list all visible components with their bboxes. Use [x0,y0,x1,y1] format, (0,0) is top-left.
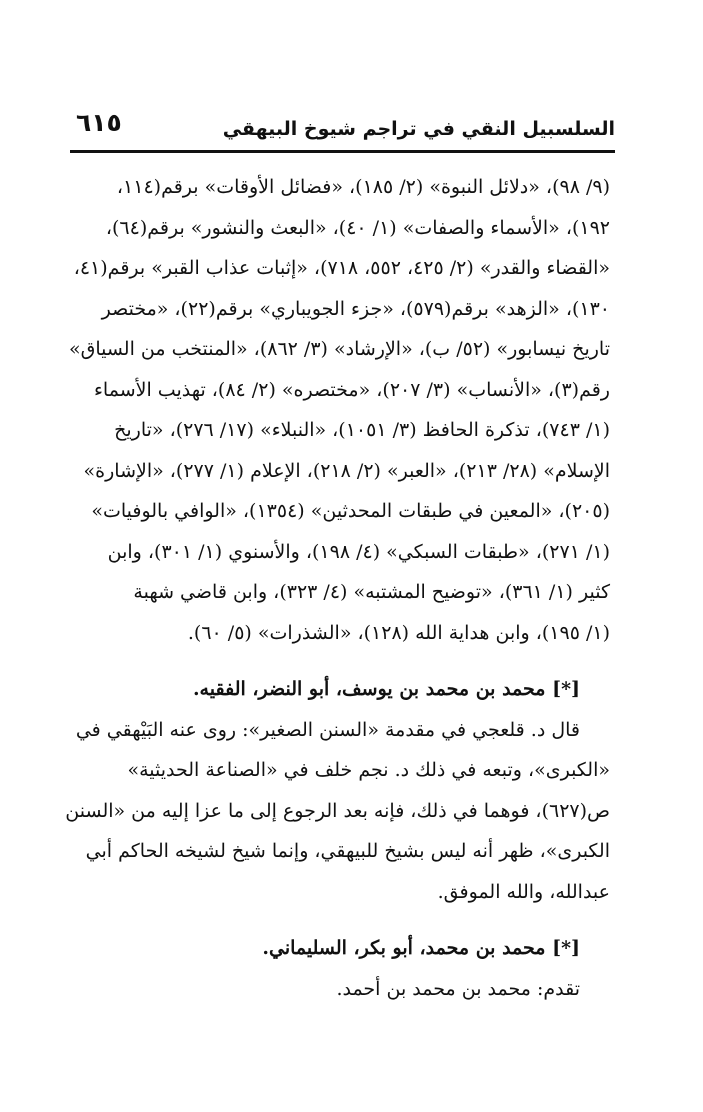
text-line: رقم(٣)، «الأنساب» (٣/ ٢٠٧)، «مختصره» (٢/ ٨٤)، تهذيب الأسماء [94,378,610,401]
text-line: (١/ ٧٤٣)، تذكرة الحافظ (٣/ ١٠٥١)، «النبلاء» (١٧/ ٢٧٦)، «تاريخ [114,419,610,441]
entry-heading: [*] محمد بن محمد بن يوسف، أبو النضر، الفقيه. [192,678,580,700]
entry-heading: [*] محمد بن محمد، أبو بكر، السليماني. [262,937,580,959]
text-line: تقدم: محمد بن محمد بن أحمد. [336,977,580,1000]
text-line: «الكبرى»، وتبعه في ذلك د. نجم خلف في «الصناعة الحديثية» [127,759,610,781]
running-title: السلسبيل النقي في تراجم شيوخ البيهقي [222,118,615,140]
text-line: قال د. قلعجي في مقدمة «السنن الصغير»: روى عنه البَيْهقي في [75,718,580,741]
entry-al-sulaymani [84,928,610,1009]
page-header [70,108,615,146]
text-line: ١٣٠)، «الزهد» برقم(٥٧٩)، «جزء الجويباري» برقم(٢٢)، «مختصر [101,297,610,320]
text-line: ١٩٢)، «الأسماء والصفات» (١/ ٤٠)، «البعث والنشور» برقم(٦٤)، [105,216,610,239]
text-line: (١/ ١٩٥)، وابن هداية الله (١٢٨)، «الشذرات» (٥/ ٦٠). [187,621,610,644]
text-line: الكبرى»، ظهر أنه ليس بشيخ للبيهقي، وإنما شيخ لشيخه الحاكم أبي [85,840,610,862]
text-line: (٩/ ٩٨)، «دلائل النبوة» (٢/ ١٨٥)، «فضائل الأوقات» برقم(١١٤، [116,176,610,198]
text-line: «القضاء والقدر» (٢/ ٤٢٥، ٥٥٢، ٧١٨)، «إثبات عذاب القبر» برقم(٤١، [73,257,610,279]
spacer [84,912,610,928]
text-line: كثير (١/ ٣٦١)، «توضيح المشتبه» (٤/ ٣٢٣)، وابن قاضي شهبة [133,581,610,603]
page-number: ٦١٥ [76,108,122,137]
reference-paragraph [68,167,610,653]
text-line: (١/ ٢٧١)، «طبقات السبكي» (٤/ ١٩٨)، والأسنوي (١/ ٣٠١)، وابن [107,540,610,563]
text-line: تاريخ نيسابور» (٥٢/ ب)، «الإرشاد» (٣/ ٨٦٢)، «المنتخب من السياق» [68,338,610,360]
entry-abu-al-nadr [65,669,610,912]
header-rule [70,150,615,153]
text-line: ص(٦٢٧)، فوهما في ذلك، فإنه بعد الرجوع إلى ما عزا إليه من «السنن [65,799,610,822]
text-line: عبدالله، والله الموفق. [437,880,610,903]
page-body [65,167,610,1009]
text-line: الإسلام» (٢٨/ ٢١٣)، «العبر» (٢/ ٢١٨)، الإعلام (١/ ٢٧٧)، «الإشارة» [83,459,610,482]
spacer [84,653,610,669]
text-line: (٢٠٥)، «المعين في طبقات المحدثين» (١٣٥٤)، «الوافي بالوفيات» [91,500,610,522]
